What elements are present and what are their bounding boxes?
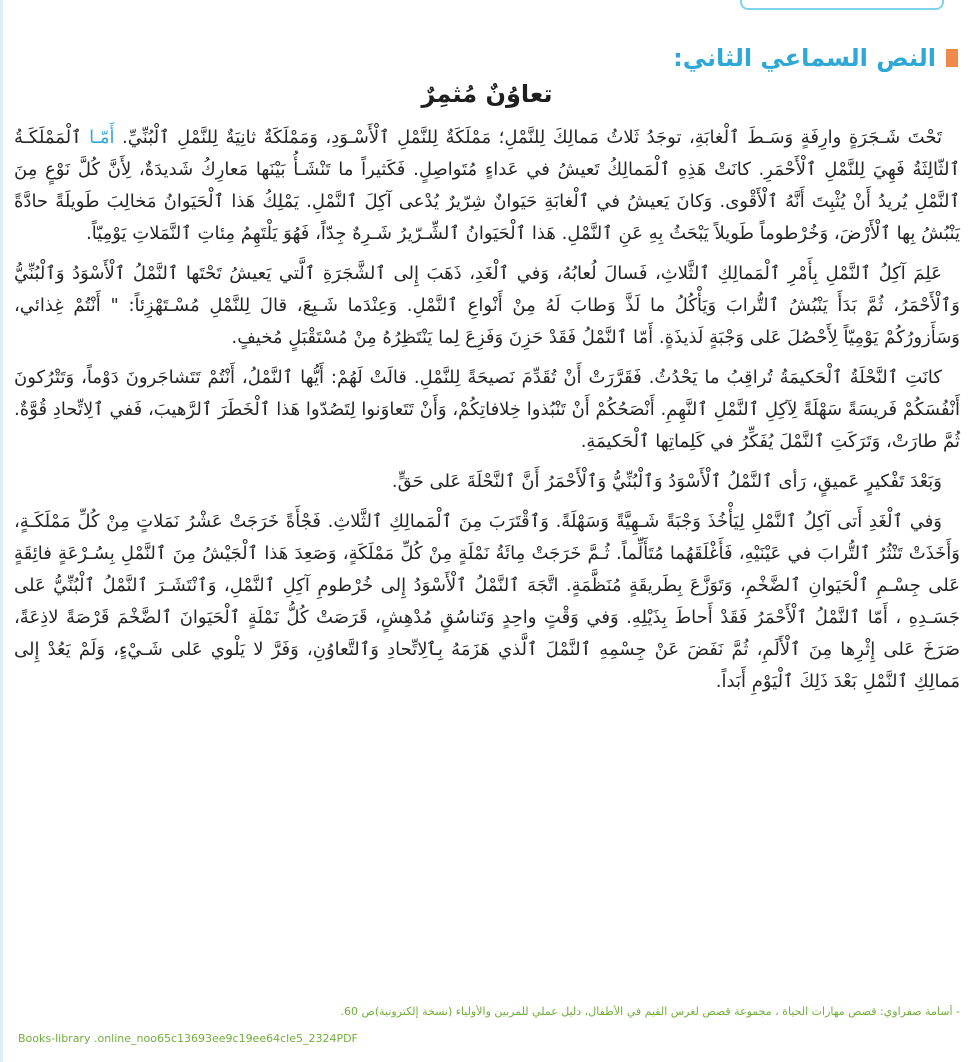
paragraph-3: كانَتِ ٱلنَّحْلَةُ ٱلْحَكيمَةُ تُراقِبُ ما يَحْدُثُ. فَقَرَّرَتْ أَنْ تُقَدِّمَ نَصيحَةً لِلنَّمْلِ. قالَتْ لَهُمْ: أَيُّها ٱلنَّمْلُ، أَنْتُمْ تَتَشاجَرونَ دَوْماً، وَتَتْرُكونَ أَنْفُسَكُمْ فَريسَةً سَهْلَةً لِآكِلِ ٱلنَّمْلِ ٱلنَّهِمِ. أَنْصَحُكُمْ أَنْ تَنْبُذوا خِلافاتِكُمْ، وَأَنْ تَتَعاوَنوا لِتَصُدّوا هَذا ٱلْخَطَرَ ٱلرَّهيبَ، فَفي ٱلِاتِّحادِ قُوَّةٌ. ثُمَّ طارَتْ، وَتَرَكَتِ ٱلنَّمْلَ يُفَكِّرُ في كَلِماتِها ٱلْحَكيمَةِ. xyxy=(14,367,960,452)
paragraph-1-text: ٱلْمَمْلَكَـةُ ٱلثّالِثَةُ فَهِيَ لِلنَّمْلِ ٱلْأَحْمَرِ. كانَتْ هَذِهِ ٱلْمَمالِكُ تَعيشُ في عَداءٍ مُتَواصِلٍ. فَكَثيراً ما تَنْشَـأُ بَيْنَها مَعارِكُ شَديدَةٌ، لِأَنَّ كُلَّ نَوْعٍ مِنَ ٱلنَّمْلِ يُريدُ أَنْ يُثْبِتَ أَنَّهُ ٱلْأَقْوى. وَكانَ يَعيشُ في ٱلْغابَةِ حَيَوانٌ شِرّيرٌ يُدْعى آكِلَ ٱلنَّمْلِ. يَمْلِكُ هَذا ٱلْحَيَوانُ مَخالِبَ طَويلَةً حادَّةً يَنْبُشُ بِها ٱلْأَرْضَ، وَخُرْطوماً طَويلاً يَبْحَثُ بِهِ عَنِ ٱلنَّمْلِ. هَذا ٱلْحَيَوانُ ٱلشِّـرّيرُ شَـرِهٌ جِدّاً، فَهُوَ يَلْتَهِمُ مِئاتِ ٱلنَّمَلاتِ يَوْمِيّاً. xyxy=(14,127,960,244)
paragraph-2: عَلِمَ آكِلُ ٱلنَّمْلِ بِأَمْرِ ٱلْمَمالِكِ ٱلثَّلاثِ، فَسالَ لُعابُهُ، وَفي ٱلْغَدِ، ذَهَبَ إِلى ٱلشَّجَرَةِ ٱلَّتي يَعيشُ تَحْتَها ٱلنَّمْلُ ٱلْأَسْوَدُ وَٱلْبُنِّيُّ وَٱلْأَحْمَرُ، ثُمَّ بَدَأَ يَنْبُشُ ٱلتُّرابَ وَيَأْكُلُ ما لَذَّ وَطابَ لَهُ مِنْ أَنْواعِ ٱلنَّمْلِ. وَعِنْدَما شَـبِعَ، قالَ لِلنَّمْلِ مُسْـتَهْزِئاً: " أَنْتُمْ غِذائي، وَسَأَزورُكُمْ يَوْمِيّاً لِأَحْصُلَ عَلى وَجْبَةٍ لَذيذَةٍ. أَمّا ٱلنَّمْلُ فَقَدْ حَزِنَ وَفَزِعَ لِما يَنْتَظِرُهُ مِنْ مُسْتَقْبَلٍ مُخيفٍ. xyxy=(14,263,960,348)
paragraph-5: وَفي ٱلْغَدِ أَتى آكِلُ ٱلنَّمْلِ لِيَأْخُذَ وَجْبَةً شَـهِيَّةً وَسَهْلَةً. وَٱقْتَرَبَ مِنَ ٱلْمَمالِكِ ٱلثَّلاثِ. فَجْأَةً خَرَجَتْ عَشْرُ نَمَلاتٍ مِنْ كُلِّ مَمْلَكَـةٍ، وَأَخَذَتْ تَنْثُرُ ٱلتُّرابَ في عَيْنَيْهِ، فَأَغْلَقَهُما مُتَأَلِّماً. ثُـمَّ خَرَجَتْ مِائَةُ نَمْلَةٍ مِنْ كُلِّ مَمْلَكَةٍ، وَصَعِدَ هَذا ٱلْجَيْشُ مِنَ ٱلنَّمْلِ بِسُـرْعَةٍ فائِقَةٍ عَلى جِسْـمِ ٱلْحَيَوانِ ٱلضَّخْمِ، وَتَوَزَّعَ بِطَريقَةٍ مُنَظَّمَةٍ. اتَّجَهَ ٱلنَّمْلُ ٱلْأَسْوَدُ إِلى خُرْطومِ آكِلِ ٱلنَّمْلِ، وَٱنْتَشَـرَ ٱلنَّمْلُ ٱلْبُنِّيُّ عَلى جَسَـدِهِ ، أَمّا ٱلنَّمْلُ ٱلْأَحْمَرُ فَقَدْ أَحاطَ بِذَيْلِهِ. وَفي وَقْتٍ واحِدٍ وَتَناسُقٍ مُدْهِشٍ، قَرَصَتْ كُلُّ نَمْلَةٍ ٱلْحَيَوانَ ٱلضَّخْمَ قَرْصَةً لاذِعَةً، صَرَخَ عَلى إِثْرِها مِنَ ٱلْأَلَمِ، ثُمَّ نَفَضَ عَنْ جِسْمِهِ ٱلنَّمْلَ ٱلَّذي هَزَمَهُ بِٱلِاتِّحادِ وَٱلتَّعاوُنِ، وَفَرَّ لا يَلْوي عَلى شَـيْءٍ، وَلَمْ يَعُدْ إِلى مَمالِكِ ٱلنَّمْلِ بَعْدَ ذَلِكَ ٱلْيَوْمِ أَبَداً. xyxy=(14,511,960,692)
paragraph-1-intro: تَحْتَ شَـجَرَةٍ وارِفَةٍ وَسَـطَ ٱلْغابَةِ، توجَدُ ثَلاثُ مَمالِكَ لِلنَّمْلِ؛ مَمْلَكَةٌ لِلنَّمْلِ ٱلْأَسْـوَدِ، وَمَمْلَكَةٌ ثانِيَةٌ لِلنَّمْلِ ٱلْبُنِّيِّ. xyxy=(122,127,942,148)
story-body xyxy=(14,122,960,706)
source-citation: - أسامة صفراوي: قصص مهارات الحياة ، مجموعة قصص لغرس القيم في الأطفال، دليل عملي للمربين والأولياء (نسخة إلكترونية)ص 60. xyxy=(340,1005,960,1018)
square-bullet-icon xyxy=(946,49,958,67)
highlighted-word: أَمّـا xyxy=(89,127,115,148)
source-url: Books-library .online_noo65c13693ee9c19ee64cle5_2324PDF xyxy=(18,1032,358,1045)
story-title: تعاوُنٌ مُثمِرٌ xyxy=(421,80,553,108)
section-title: النص السماعي الثاني: xyxy=(673,44,936,72)
section-header xyxy=(673,44,958,72)
side-line xyxy=(0,0,3,1062)
paragraph-1 xyxy=(14,122,960,250)
paragraph-4: وَبَعْدَ تَفْكيرٍ عَميقٍ، رَأى ٱلنَّمْلُ ٱلْأَسْوَدُ وَٱلْبُنِّيُّ وَٱلْأَحْمَرُ أَنَّ ٱلنَّحْلَةَ عَلى حَقٍّ. xyxy=(391,471,942,492)
top-frame xyxy=(740,0,944,10)
